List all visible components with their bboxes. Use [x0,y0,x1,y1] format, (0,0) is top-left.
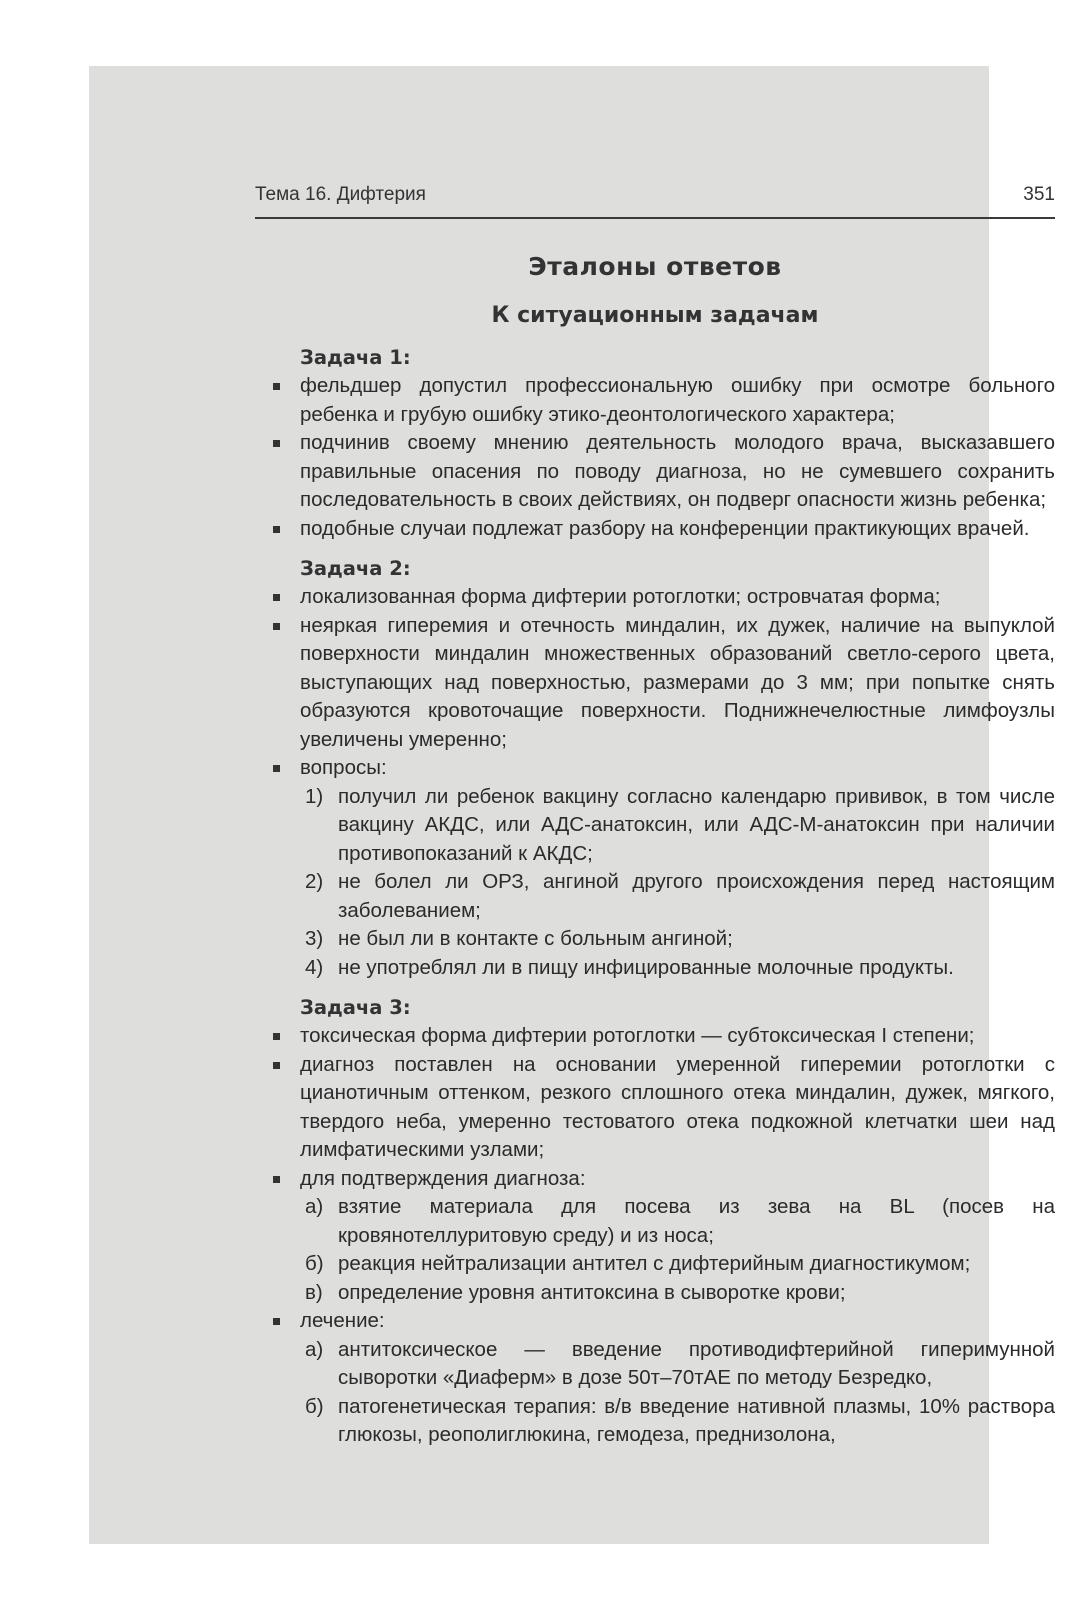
sub-list-item [255,868,1055,925]
scanned-page [89,66,1055,1544]
sub-list [255,1193,1055,1307]
list-item [255,1307,1055,1336]
sub-item-marker: а) [305,1337,324,1361]
sub-item-text: антитоксическое — введение противодифтерийной гиперимунной сыворотки «Диаферм» в дозе 50т–70тАЕ по методу Безредко, [338,1337,1055,1389]
list-item-text: лечение: [300,1309,385,1332]
sub-item-marker: 1) [305,784,324,808]
sub-item-text: не болел ли ОРЗ, ангиной другого происхождения перед настоящим заболеванием; [338,870,1055,922]
list-item [255,612,1055,755]
list-item [255,515,1055,544]
sub-list [255,783,1055,983]
sub-list-item [255,925,1055,954]
section-title: Эталоны ответов [528,252,782,281]
sub-list-item [255,1336,1055,1393]
list-item [255,1165,1055,1194]
list-item [255,372,1055,429]
sub-item-text: патогенетическая терапия: в/в введение нативной плазмы, 10% раствора глюкозы, реополиглюкина, гемодеза, преднизолона, [338,1394,1055,1446]
sub-list-item [255,1250,1055,1279]
square-bullet-icon [273,526,280,533]
list-item [255,1022,1055,1051]
task-heading: Задача 1: [300,346,411,369]
chapter-title: Тема 16. Дифтерия [255,184,426,205]
square-bullet-icon [273,594,280,601]
sub-list-item [255,1393,1055,1450]
answer-list [255,1022,1055,1450]
sub-list-item [255,1279,1055,1308]
sub-item-marker: в) [305,1280,323,1304]
sub-list-item [255,783,1055,869]
sub-item-marker: б) [305,1394,324,1418]
sub-list [255,1336,1055,1450]
page-number: 351 [1023,184,1055,205]
answer-list [255,583,1055,982]
list-item [255,429,1055,515]
sub-item-marker: 4) [305,955,324,979]
answer-list [255,372,1055,543]
sub-item-marker: 2) [305,870,324,893]
square-bullet-icon [273,765,280,772]
sub-item-text: получил ли ребенок вакцину согласно календарю прививок, в том числе вакцину АКДС, или АДС-анатоксин, или АДС-М-анатоксин при наличии противопоказаний к АКДС; [338,784,1055,865]
tasks-container [255,346,1055,1450]
page-content [255,184,1055,1450]
square-bullet-icon [273,440,280,447]
sub-item-marker: а) [305,1195,324,1218]
sub-item-text: определение уровня антитоксина в сыворотке крови; [338,1280,846,1304]
sub-item-text: не употреблял ли в пищу инфицированные молочные продукты. [338,955,954,979]
list-item [255,583,1055,612]
square-bullet-icon [273,1062,280,1069]
list-item-text: неяркая гиперемия и отечность миндалин, их дужек, наличие на выпуклой поверхности миндалин множественных образований светло-серого цвета, выступающих над поверхностью, размерами до 3 мм; при попытке снять образуются кровоточащие поверхности. Поднижнечелюстные лимфоузлы увеличены умеренно; [300,613,1055,751]
sub-item-text: реакция нейтрализации антител с дифтерийным диагностикумом; [338,1252,971,1275]
square-bullet-icon [273,1176,280,1183]
square-bullet-icon [273,1318,280,1325]
list-item-text: локализованная форма дифтерии ротоглотки; островчатая форма; [300,585,941,608]
list-item-text: диагноз поставлен на основании умеренной гиперемии ротоглотки с цианотичным оттенком, резкого сплошного отека миндалин, дужек, мягкого, твердого неба, умеренно тестоватого отека подкожной клетчатки шеи над лимфатическими узлами; [300,1052,1055,1161]
square-bullet-icon [273,1033,280,1040]
square-bullet-icon [273,383,280,390]
sub-list-item [255,1193,1055,1250]
list-item-text: подобные случаи подлежат разбору на конференции практикующих врачей. [300,516,1030,540]
sub-item-marker: б) [305,1252,324,1275]
list-item-text: вопросы: [300,756,387,779]
list-item-text: токсическая форма дифтерии ротоглотки — субтоксическая I степени; [300,1024,975,1047]
running-header [255,184,1055,219]
sub-item-text: взятие материала для посева из зева на BL (посев на кровянотеллуритовую среду) и из носа; [338,1195,1055,1247]
list-item-text: для подтверждения диагноза: [300,1166,586,1190]
list-item [255,754,1055,783]
list-item [255,1051,1055,1165]
list-item-text: фельдшер допустил профессиональную ошибку при осмотре больного ребенка и грубую ошибку этико-деонтологического характера; [300,374,1055,426]
sub-item-text: не был ли в контакте с больным ангиной; [338,927,733,950]
task-heading: Задача 2: [300,557,411,580]
sub-item-marker: 3) [305,927,324,950]
task-heading: Задача 3: [300,996,411,1019]
section-subtitle: К ситуационным задачам [491,303,819,328]
sub-list-item [255,954,1055,983]
square-bullet-icon [273,623,280,630]
list-item-text: подчинив своему мнению деятельность молодого врача, высказавшего правильные опасения по поводу диагноза, но не сумевшего сохранить последовательность в своих действиях, он подверг опасности жизнь ребенка; [300,431,1055,511]
